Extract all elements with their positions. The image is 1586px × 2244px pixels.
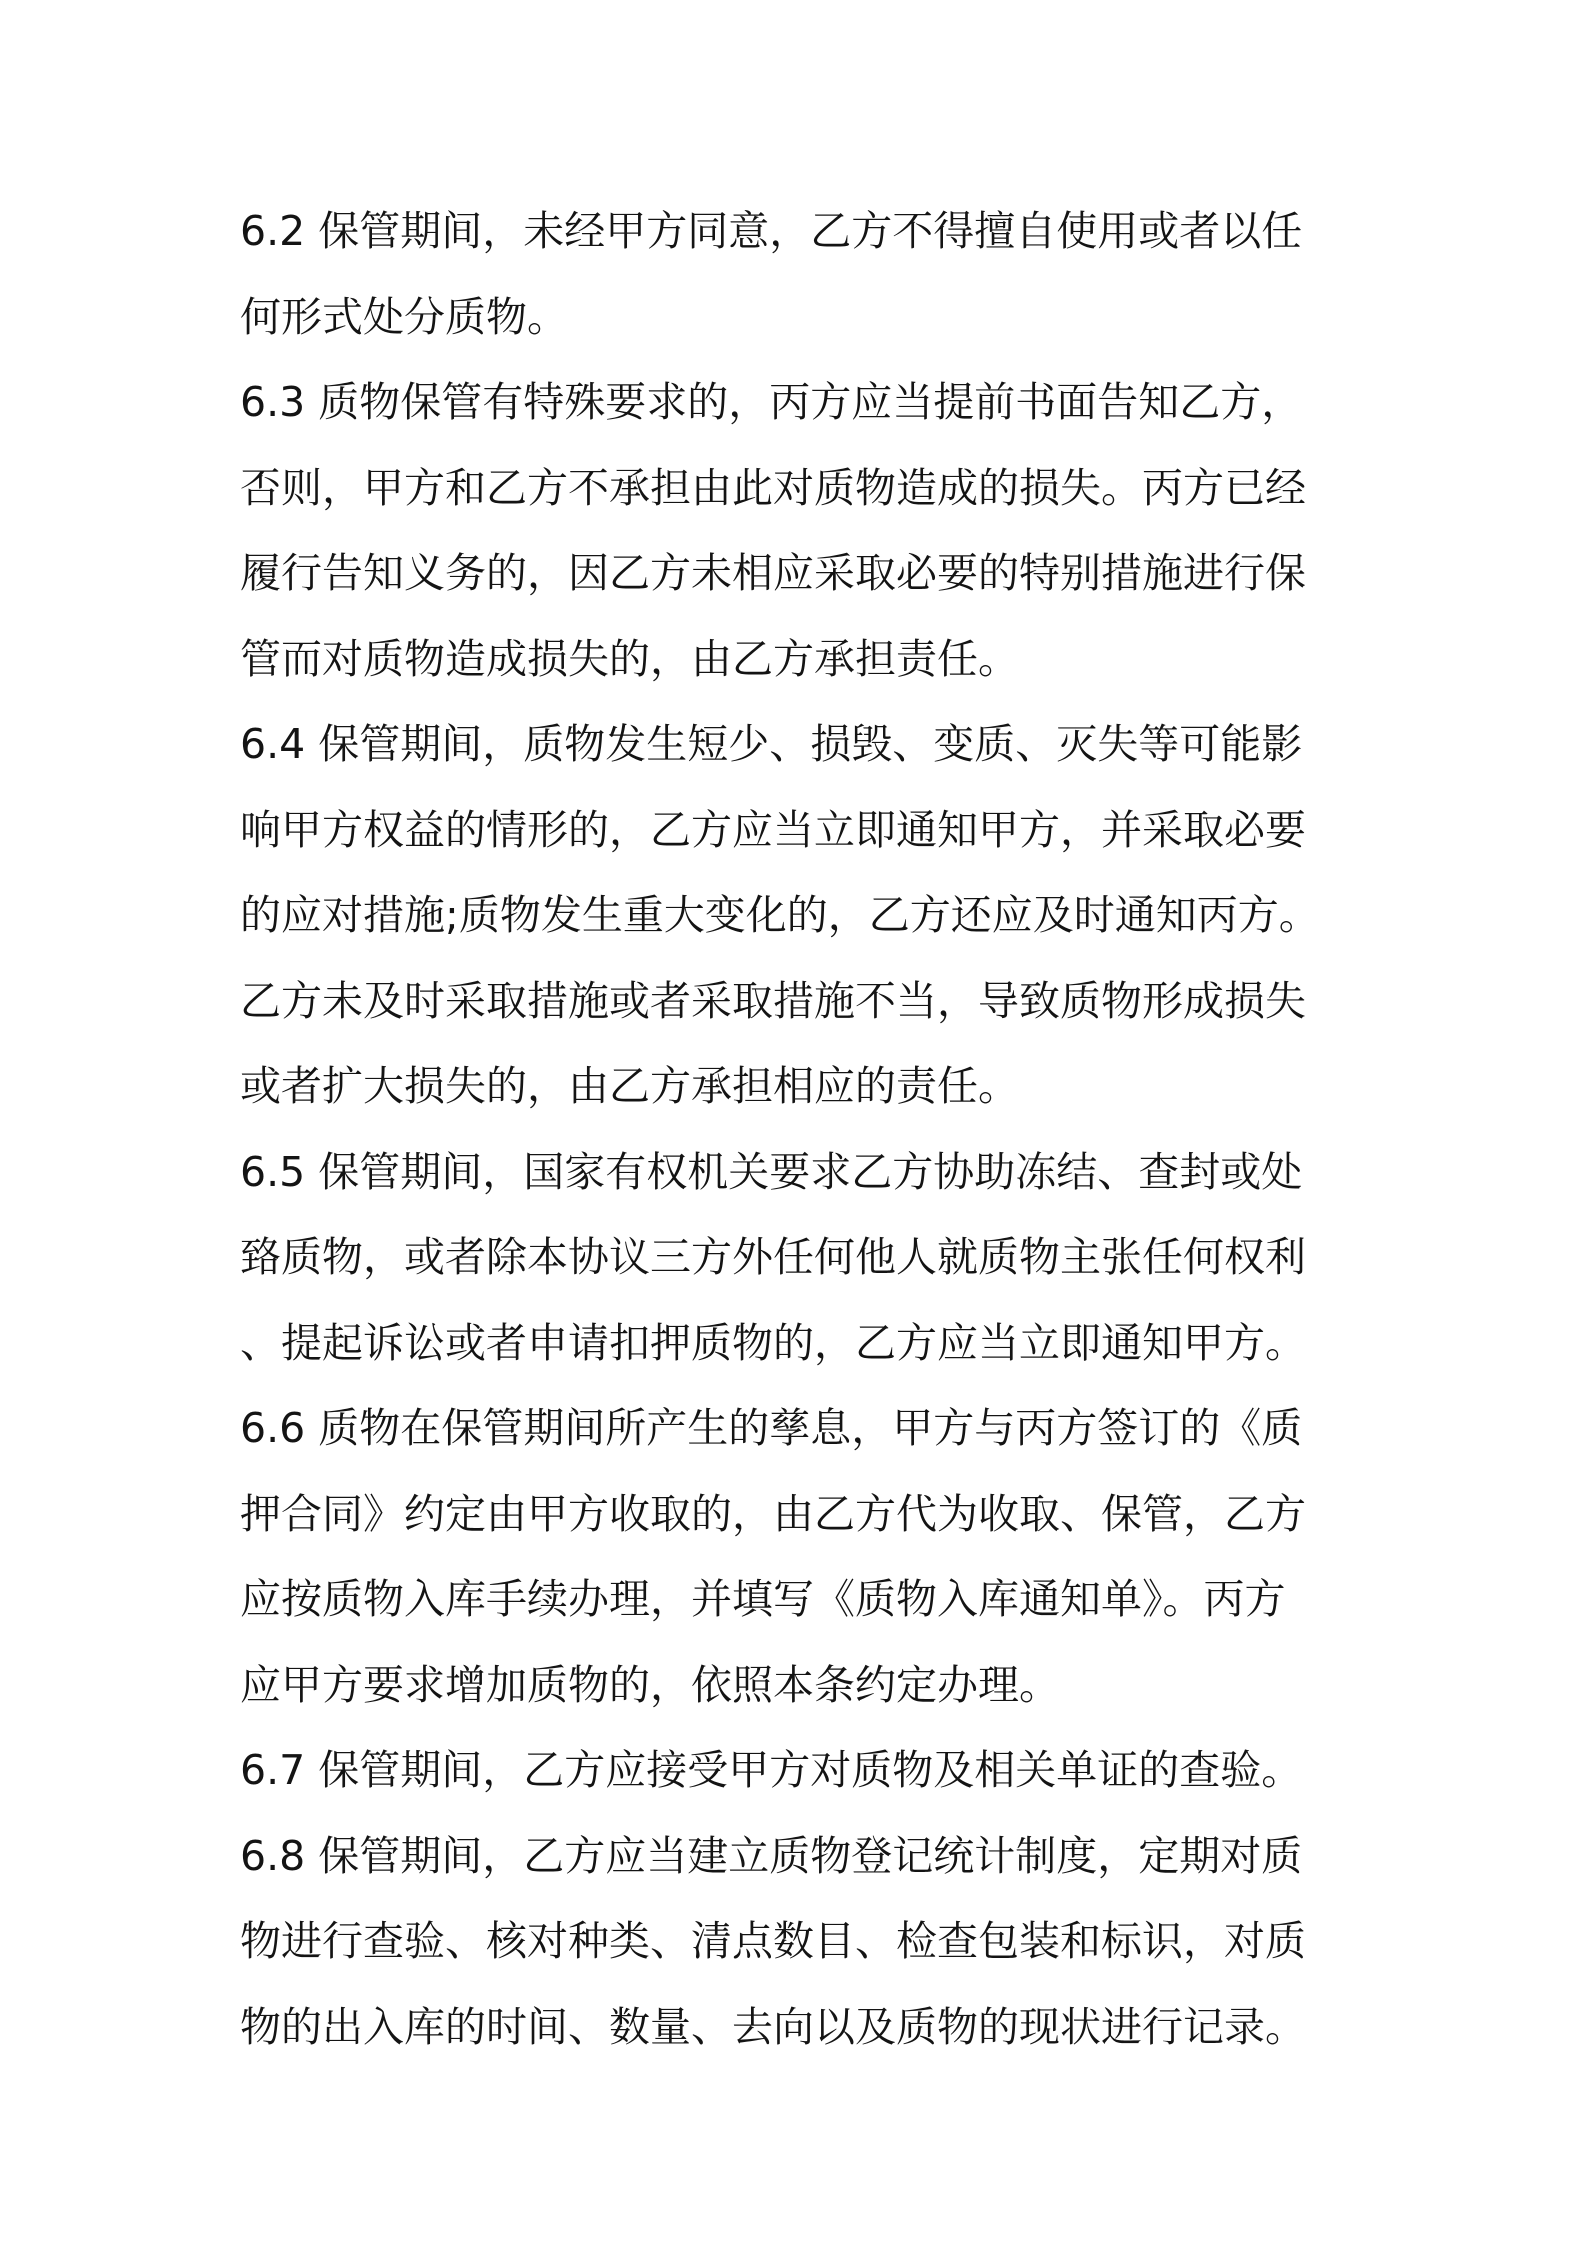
clause-6-5 bbox=[240, 1130, 1360, 1387]
text-line: 物的出入库的时间、数量、去向以及质物的现状进行记录。 bbox=[240, 2002, 1306, 2051]
text-line: 何形式处分质物。 bbox=[240, 292, 568, 341]
text-line: 履行告知义务的，因乙方未相应采取必要的特别措施进行保 bbox=[240, 549, 1306, 597]
text-line: 臵质物，或者除本协议三方外任何他人就质物主张任何权利 bbox=[240, 1233, 1306, 1281]
text-line: 应按质物入库手续办理，并填写《质物入库通知单》。丙方 bbox=[240, 1575, 1286, 1623]
clause-6-8 bbox=[240, 1814, 1360, 2071]
text-line: 6.3 质物保管有特殊要求的，丙方应当提前书面告知乙方， bbox=[240, 378, 1303, 426]
document-body bbox=[240, 189, 1360, 2070]
text-line: 或者扩大损失的，由乙方承担相应的责任。 bbox=[240, 1062, 1019, 1110]
text-line: 物进行查验、核对种类、清点数目、检查包装和标识，对质 bbox=[240, 1917, 1306, 1965]
clause-6-7 bbox=[240, 1728, 1360, 1814]
text-line: 乙方未及时采取措施或者采取措施不当，导致质物形成损失 bbox=[240, 976, 1306, 1025]
clause-6-6 bbox=[240, 1386, 1360, 1728]
text-line: 的应对措施;质物发生重大变化的，乙方还应及时通知丙方。 bbox=[240, 891, 1320, 939]
clause-6-3 bbox=[240, 360, 1360, 702]
text-line: 押合同》约定由甲方收取的，由乙方代为收取、保管，乙方 bbox=[240, 1489, 1306, 1538]
text-line: 6.2 保管期间，未经甲方同意，乙方不得擅自使用或者以任 bbox=[240, 207, 1303, 255]
text-line: 否则，甲方和乙方不承担由此对质物造成的损失。丙方已经 bbox=[240, 463, 1306, 512]
text-line: 6.4 保管期间，质物发生短少、损毁、变质、灭失等可能影 bbox=[240, 720, 1303, 768]
text-line: 应甲方要求增加质物的，依照本条约定办理。 bbox=[240, 1660, 1060, 1709]
text-line: 6.8 保管期间，乙方应当建立质物登记统计制度，定期对质 bbox=[240, 1831, 1303, 1880]
text-line: 6.6 质物在保管期间所产生的孳息，甲方与丙方签订的《质 bbox=[240, 1404, 1303, 1452]
clause-6-4 bbox=[240, 702, 1360, 1130]
text-line: 管而对质物造成损失的，由乙方承担责任。 bbox=[240, 634, 1019, 683]
text-line: 、提起诉讼或者申请扣押质物的，乙方应当立即通知甲方。 bbox=[240, 1318, 1306, 1367]
text-line: 响甲方权益的情形的，乙方应当立即通知甲方，并采取必要 bbox=[240, 805, 1306, 854]
clause-6-2 bbox=[240, 189, 1360, 360]
text-line: 6.5 保管期间，国家有权机关要求乙方协助冻结、查封或处 bbox=[240, 1147, 1303, 1196]
text-line: 6.7 保管期间，乙方应接受甲方对质物及相关单证的查验。 bbox=[240, 1746, 1303, 1794]
